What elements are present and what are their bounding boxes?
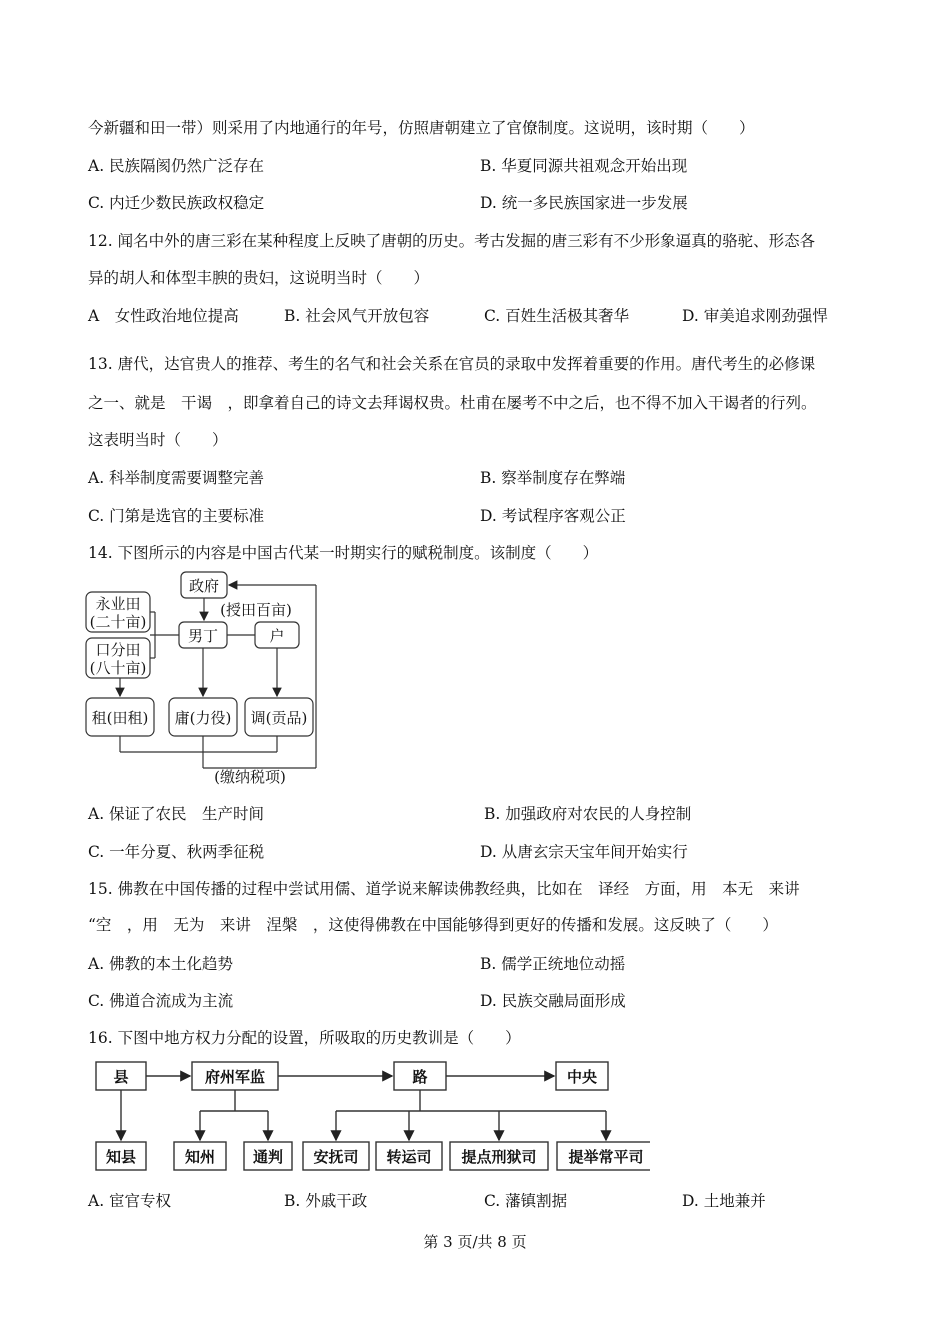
xian-label: 县	[113, 1068, 129, 1086]
pay-label: (缴纳税项)	[214, 768, 286, 786]
zhongyang-label: 中央	[566, 1068, 598, 1086]
q12-stem-line2: 异的胡人和体型丰腴的贵妇，这说明当时（ ）	[88, 269, 430, 287]
q15-option-d[interactable]: D. 民族交融局面形成	[480, 992, 626, 1010]
zhixian-label: 知县	[105, 1148, 137, 1166]
q14-stem: 14. 下图所示的内容是中国古代某一时期实行的赋税制度。该制度（ ）	[88, 544, 599, 562]
q13-stem-line3: 这表明当时（ ）	[88, 431, 228, 449]
tidianxingyu-label: 提点刑狱司	[461, 1148, 537, 1166]
zhizhou-label: 知州	[184, 1148, 216, 1166]
diao-label: 调(贡品)	[250, 709, 308, 727]
q13-option-d[interactable]: D. 考试程序客观公正	[480, 507, 626, 525]
yongye-label: 永业田	[95, 595, 141, 613]
q11-option-a[interactable]: A. 民族隔阂仍然广泛存在	[88, 157, 265, 175]
tongpan-label: 通判	[252, 1148, 284, 1166]
q14-option-c[interactable]: C. 一年分夏、秋两季征税	[88, 843, 265, 861]
yongye-area-label: (二十亩)	[89, 613, 147, 631]
q15-stem-line2: “空 ，用 无为 来讲 涅槃 ，这使得佛教在中国能够得到更好的传播和发展。这反映了（ ）	[88, 916, 778, 934]
q14-option-b[interactable]: B. 加强政府对农民的人身控制	[484, 805, 692, 823]
q14-option-a[interactable]: A. 保证了农民 生产时间	[88, 805, 265, 823]
q11-option-b[interactable]: B. 华夏同源共祖观念开始出现	[480, 157, 688, 175]
q13-stem-line1: 13. 唐代，达官贵人的推荐、考生的名气和社会关系在官员的录取中发挥着重要的作用。唐代考生的必修课	[88, 355, 816, 373]
q16-stem: 16. 下图中地方权力分配的设置，所吸取的历史教训是（ ）	[88, 1029, 521, 1047]
tijuchangping-label: 提举常平司	[568, 1148, 644, 1166]
q16-option-a[interactable]: A. 宦官专权	[88, 1192, 172, 1210]
fuzhou-label: 府州军监	[204, 1068, 266, 1086]
lu-label: 路	[412, 1068, 428, 1086]
q13-option-b[interactable]: B. 察举制度存在弊端	[480, 469, 626, 487]
male-label: 男丁	[187, 627, 219, 645]
tax-system-diagram	[80, 566, 330, 790]
q16-option-c[interactable]: C. 藩镇割据	[484, 1192, 568, 1210]
grant-label: (授田百亩)	[220, 601, 292, 619]
q15-option-c[interactable]: C. 佛道合流成为主流	[88, 992, 234, 1010]
anfu-label: 安抚司	[313, 1148, 359, 1166]
q16-option-b[interactable]: B. 外戚干政	[284, 1192, 368, 1210]
local-power-diagram	[90, 1056, 650, 1176]
q11-tail: 今新疆和田一带）则采用了内地通行的年号，仿照唐朝建立了官僚制度。这说明，该时期（ ）	[88, 119, 755, 137]
q12-option-c[interactable]: C. 百姓生活极其奢华	[484, 307, 630, 325]
gov-label: 政府	[188, 577, 220, 595]
koufen-label: 口分田	[95, 641, 141, 659]
q16-option-d[interactable]: D. 土地兼并	[682, 1192, 766, 1210]
q12-option-a[interactable]: A 女性政治地位提高	[88, 307, 239, 325]
koufen-area-label: (八十亩)	[89, 659, 147, 677]
q15-option-a[interactable]: A. 佛教的本土化趋势	[88, 955, 234, 973]
yong-label: 庸(力役)	[174, 709, 232, 727]
page-number: 第 3 页/共 8 页	[423, 1233, 527, 1251]
q13-option-c[interactable]: C. 门第是选官的主要标准	[88, 507, 265, 525]
q12-stem-line1: 12. 闻名中外的唐三彩在某种程度上反映了唐朝的历史。考古发掘的唐三彩有不少形象逼真的骆驼、形态各	[88, 232, 816, 250]
zu-label: 租(田租)	[91, 709, 149, 727]
q11-option-d[interactable]: D. 统一多民族国家进一步发展	[480, 194, 688, 212]
q13-stem-line2: 之一、就是 干谒 ，即拿着自己的诗文去拜谒权贵。杜甫在屡考不中之后，也不得不加入干谒者的行列。	[88, 394, 817, 412]
zhuanyun-label: 转运司	[386, 1148, 432, 1166]
q14-option-d[interactable]: D. 从唐玄宗天宝年间开始实行	[480, 843, 688, 861]
q15-stem-line1: 15. 佛教在中国传播的过程中尝试用儒、道学说来解读佛教经典，比如在 译经 方面，用 本无 来讲	[88, 880, 800, 898]
q15-option-b[interactable]: B. 儒学正统地位动摇	[480, 955, 626, 973]
q13-option-a[interactable]: A. 科举制度需要调整完善	[88, 469, 265, 487]
household-label: 户	[269, 627, 285, 645]
q12-option-d[interactable]: D. 审美追求刚劲强悍	[682, 307, 828, 325]
q11-option-c[interactable]: C. 内迁少数民族政权稳定	[88, 194, 265, 212]
q12-option-b[interactable]: B. 社会风气开放包容	[284, 307, 430, 325]
